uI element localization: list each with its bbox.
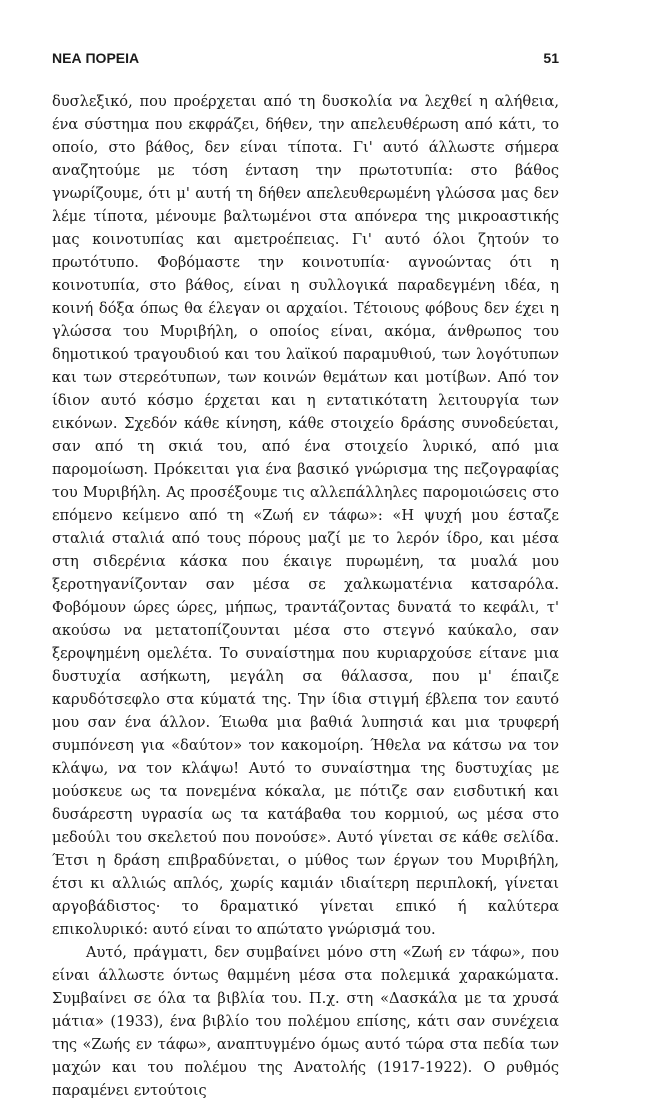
paragraph-1: δυσλεξικό, που προέρχεται από τη δυσκολία να λεχθεί η αλήθεια, ένα σύστημα που εκφράζει, δήθεν, την απελευθέρωση από κάτι, το οποίο, στο βάθος, δεν είναι τίποτα. Γι' αυτό άλλωστε σήμερα αναζητούμε με τόση ένταση την πρωτοτυπία: στο βάθος γνωρίζουμε, ότι μ' αυτή τη δήθεν απελευθερωμένη γλώσσα μας δεν λέμε τίποτα, μένουμε βαλτωμένοι στα απόνερα της μικροαστικής μας κοινοτυπίας και αμετροέπειας. Γι' αυτό όλοι ζητούν το πρωτότυπο. Φοβόμαστε την κοινοτυπία· αγνοώντας ότι η κοινοτυπία, στο βάθος, είναι η συλλογικά παραδεγμένη ιδέα, η κοινή δόξα όπως θα έλεγαν οι αρχαίοι. Τέτοιους φόβους δεν έχει η γλώσσα του Μυριβήλη, ο οποίος είναι, ακόμα, άνθρωπος του δημοτικού τραγουδιού και του λαϊκού παραμυθιού, των λογότυπων και των στερεότυπων, των κοινών θεμάτων και μοτίβων. Από τον ίδιον αυτό κόσμο έρχεται και η εντατικότατη λειτουργία των εικόνων. Σχεδόν κάθε κίνηση, κάθε στοιχείο δράσης συνοδεύεται, σαν από τη σκιά του, από ένα στοιχείο λυρικό, από μια παρομοίωση. Πρόκειται για ένα βασικό γνώρισμα της πεζογραφίας του Μυριβήλη. Ας προσέξουμε τις αλλεπάλληλες παρομοιώσεις στο επόμενο κείμενο από τη «Ζωή εν τάφω»: «Η ψυχή μου έσταζε σταλιά σταλιά από τους πόρους μαζί με το λερόν ίδρο, και μέσα στη σιδερένια κάσκα που έκαιγε πυρωμένη, τα μυαλά μου ξεροτηγανίζονταν σαν μέσα σε χαλκωματένια κατσαρόλα. Φοβόμουν ώρες ώρες, μήπως, τραντάζοντας δυνατά το κεφάλι, τ' ακούσω να μετατοπίζουνται μέσα στο στεγνό καύκαλο, σαν ξεροψημένη ομελέτα. Το συναίστημα που κυριαρχούσε είτανε μια δυστυχία ασήκωτη, μεγάλη σα θάλασσα, που μ' έπαιζε καρυδότσεφλο στα κύματά της. Την ίδια στιγμή έβλεπα τον εαυτό μου σαν ένα άλλον. Έιωθα μια βαθιά λυπησιά και μια τρυφερή συμπόνεση για «δαύτον» τον κακομοίρη. Ήθελα να κάτσω να τον κλάψω, να τον κλάψω! Αυτό το συναίστημα της δυστυχίας με μούσκευε ως τα πονεμένα κόκαλα, με πότιζε σαν εισδυτική και δυσάρεστη υγρασία ως τα κατάβαθα του κορμιού, ως μέσα στο μεδούλι του σκελετού που πονούσε». Αυτό γίνεται σε κάθε σελίδα. Έτσι η δράση επιβραδύνεται, ο μύθος των έργων του Μυριβήλη, έτσι κι αλλιώς απλός, χωρίς καμιάν ιδιαίτερη περιπλοκή, γίνεται αργοβάδιστος· το δραματικό γίνεται επικό ή καλύτερα επικολυρικό: αυτό είναι το απώτατο γνώρισμά του. [52, 93, 559, 938]
page-number: 51 [543, 50, 559, 66]
running-header [52, 50, 559, 66]
journal-title: ΝΕΑ ΠΟΡΕΙΑ [52, 50, 140, 66]
body-text [52, 90, 559, 1102]
paragraph-2: Αυτό, πράγματι, δεν συμβαίνει μόνο στη «Ζωή εν τάφω», που είναι άλλωστε όντως θαμμένη μέσα στα πολεμικά χαρακώματα. Συμβαίνει σε όλα τα βιβλία του. Π.χ. στη «Δασκάλα με τα χρυσά μάτια» (1933), ένα βιβλίο του πολέμου επίσης, κάτι σαν συνέχεια της «Ζωής εν τάφω», αναπτυγμένο όμως αυτό τώρα στα πεδία των μαχών και του πολέμου της Ανατολής (1917-1922). Ο ρυθμός παραμένει εντούτοις [52, 944, 559, 1099]
